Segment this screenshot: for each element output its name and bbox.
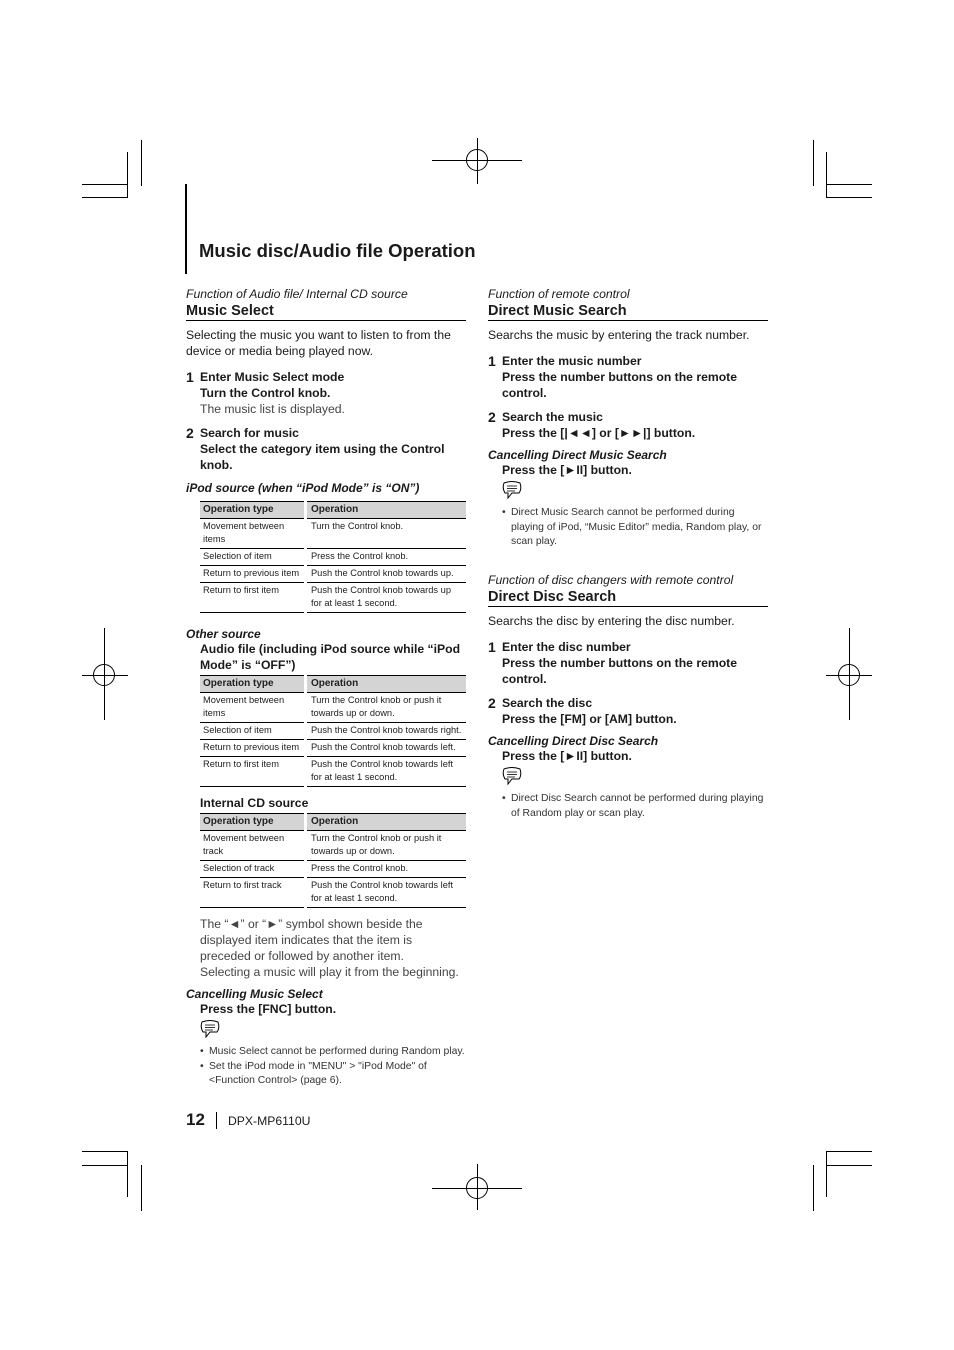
page-number: 12 [186, 1110, 205, 1129]
cancel-action: Press the [FNC] button. [200, 1002, 337, 1016]
section-heading: Direct Music Search [488, 303, 768, 321]
step-note: The music list is displayed. [200, 402, 345, 416]
table-row: Movement between items Turn the Control knob or push it towards up or down. [200, 693, 466, 723]
intro-text: Selecting the music you want to listen to from the device or media being played now. [186, 328, 451, 358]
step-2: 2 Search the music Press the [|◄◄] or [►►|] button. [488, 409, 696, 440]
title-bar [185, 184, 187, 274]
symbol-note: The “◄” or “►” symbol shown beside the displayed item indicates that the item is preceded or followed by another item. [200, 917, 423, 963]
model-name: DPX-MP6110U [228, 1114, 311, 1128]
section-caption: Function of remote control [488, 287, 630, 301]
section-heading: Music Select [186, 303, 466, 321]
note-icon [186, 1020, 466, 1043]
audio-file-label: Audio file (including iPod source while “iPod Mode” is “OFF”) [200, 642, 461, 672]
intro-text: Searchs the disc by entering the disc number. [488, 614, 735, 628]
cancel-label: Cancelling Direct Music Search [488, 448, 667, 462]
section-heading: Direct Disc Search [488, 589, 768, 607]
ipod-operation-table: Operation type Operation Movement between items Turn the Control knob. Selection of item Press the Control knob. Return to previous item Push the Control knob towards up. Return to first item Push the Control knob towards up for at least 1 second. [200, 501, 466, 613]
select-note: Selecting a music will play it from the beginning. [200, 965, 459, 979]
page-title: Music disc/Audio file Operation [199, 240, 476, 261]
step-1: 1 Enter Music Select mode Turn the Control knob. The music list is displayed. [186, 369, 345, 416]
table-row: Selection of item Push the Control knob towards right. [200, 723, 466, 740]
section-caption: Function of disc changers with remote control [488, 573, 734, 587]
table-row: Return to first item Push the Control knob towards left for at least 1 second. [200, 757, 466, 787]
other-source-label: Other source [186, 627, 261, 641]
cancel-action: Press the [►II] button. [502, 749, 632, 763]
cancel-label: Cancelling Music Select [186, 987, 323, 1001]
step-2: 2 Search for music Select the category item using the Control knob. [186, 425, 466, 473]
step-1: 1 Enter the music number Press the number buttons on the remote control. [488, 353, 737, 400]
note-icon [488, 767, 768, 790]
list-item: • Set the iPod mode in "MENU" > "iPod Mode" of <Function Control> (page 6). [200, 1060, 427, 1086]
table-row: Movement between items Turn the Control knob. [200, 519, 466, 549]
table-row: Return to previous item Push the Control knob towards up. [200, 566, 466, 583]
footer-divider [216, 1112, 217, 1129]
cancel-action: Press the [►II] button. [502, 463, 632, 477]
audio-operation-table: Operation type Operation Movement between items Turn the Control knob or push it towards up or down. Selection of item Push the Control knob towards right. Return to previous item Push the Control knob towards left. Return to first item Push the Control knob towards left for at least 1 second. [200, 675, 466, 787]
step-title: Enter Music Select mode [200, 370, 345, 384]
cd-source-label: Internal CD source [200, 796, 309, 810]
list-item: • Music Select cannot be performed during Random play. [200, 1046, 465, 1057]
step-2: 2 Search the disc Press the [FM] or [AM] button. [488, 695, 677, 726]
step-1: 1 Enter the disc number Press the number buttons on the remote control. [488, 639, 737, 686]
intro-text: Searchs the music by entering the track number. [488, 328, 750, 342]
music-select-section [186, 287, 466, 1089]
step-action: Select the category item using the Control knob. [200, 442, 445, 472]
direct-music-search-section [488, 287, 768, 550]
table-row: Selection of item Press the Control knob. [200, 549, 466, 566]
table-row: Selection of track Press the Control knob. [200, 861, 466, 878]
direct-disc-search-section [488, 573, 768, 821]
note-icon [488, 481, 768, 504]
cd-operation-table: Operation type Operation Movement between track Turn the Control knob or push it towards up or down. Selection of track Press the Control knob. Return to first track Push the Control knob towards left for at least 1 second. [200, 813, 466, 908]
step-title: Search for music [200, 426, 299, 440]
list-item: • Direct Music Search cannot be performed during playing of iPod, “Music Editor” media, Random play, or scan play. [502, 507, 762, 547]
table-row: Return to first track Push the Control knob towards left for at least 1 second. [200, 878, 466, 908]
section-caption: Function of Audio file/ Internal CD source [186, 287, 408, 301]
list-item: • Direct Disc Search cannot be performed during playing of Random play or scan play. [502, 793, 764, 819]
step-action: Turn the Control knob. [200, 386, 331, 400]
table-row: Return to previous item Push the Control knob towards left. [200, 740, 466, 757]
ipod-source-label: iPod source (when “iPod Mode” is “ON”) [186, 481, 420, 495]
cancel-label: Cancelling Direct Disc Search [488, 734, 659, 748]
table-row: Movement between track Turn the Control knob or push it towards up or down. [200, 831, 466, 861]
table-row: Return to first item Push the Control knob towards up for at least 1 second. [200, 583, 466, 613]
